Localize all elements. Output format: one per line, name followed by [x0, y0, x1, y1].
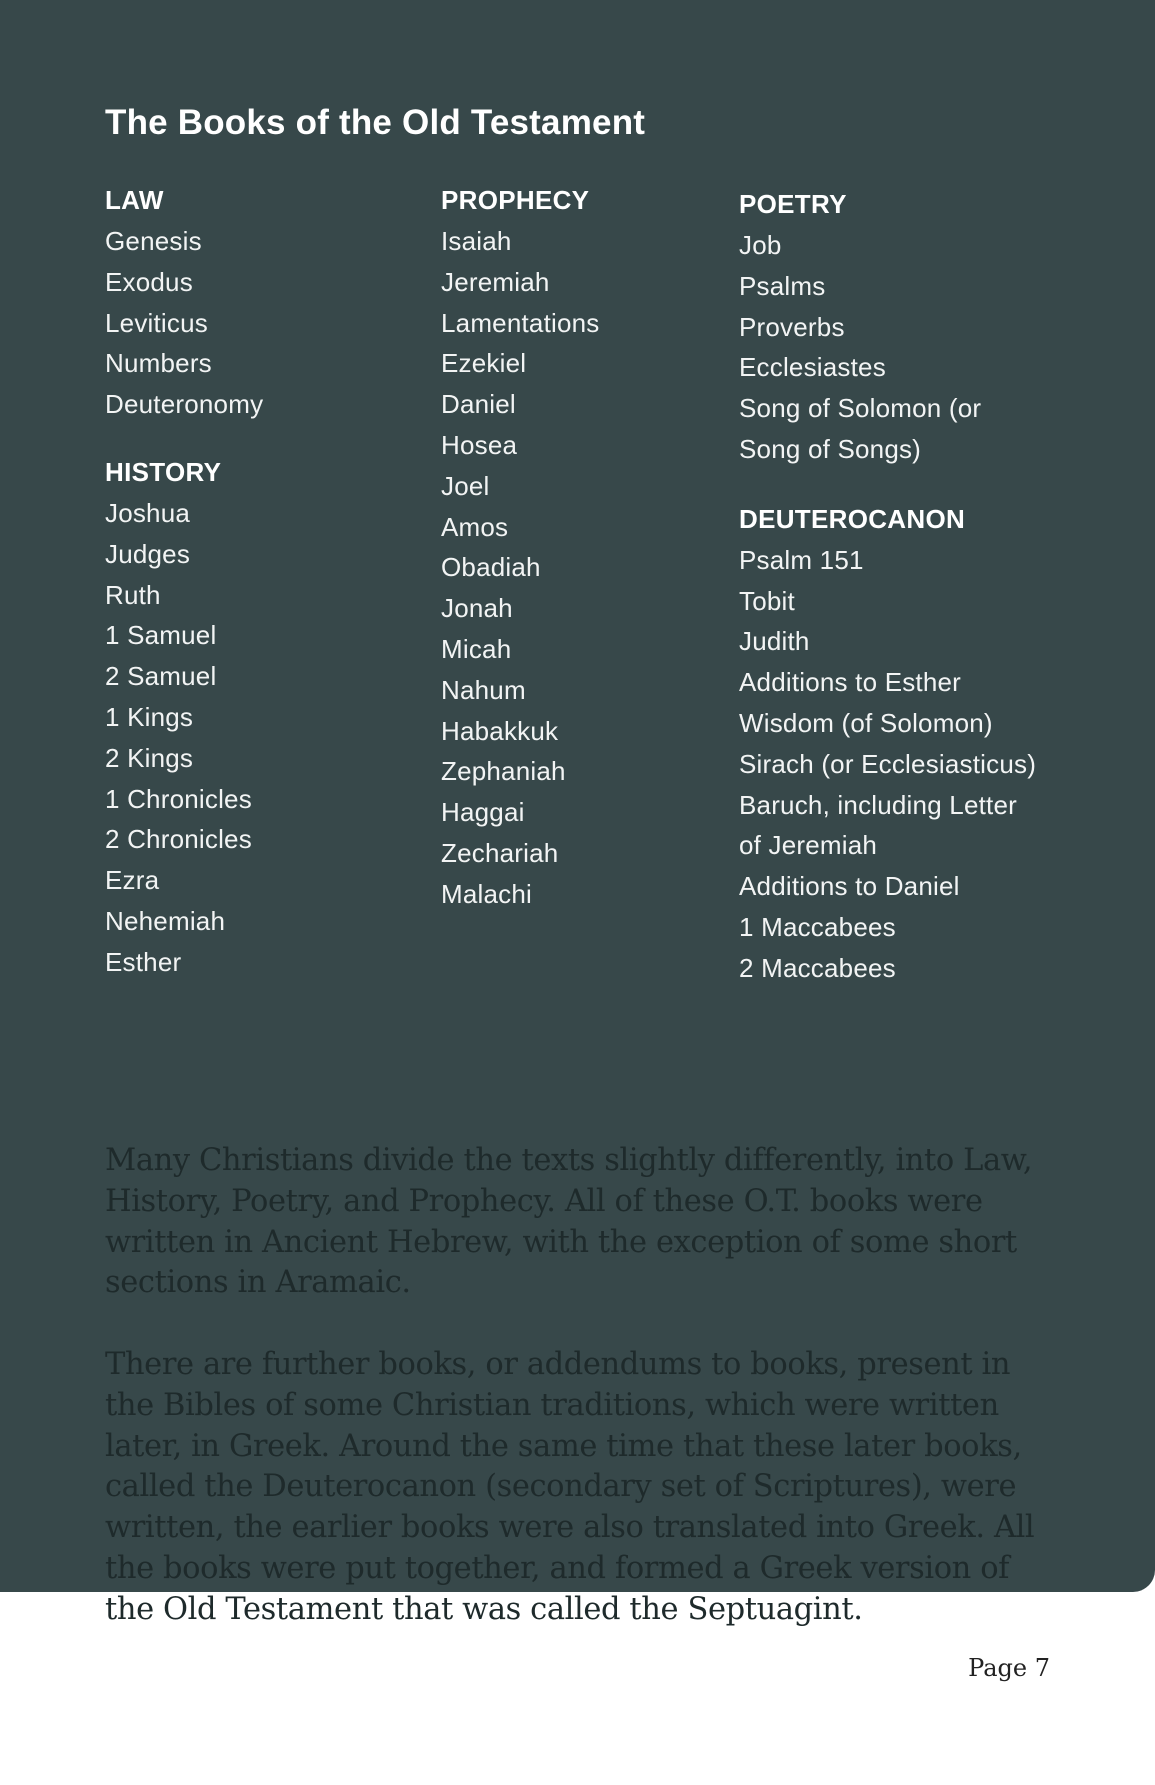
book-item: 2 Kings [105, 742, 194, 773]
section-history [105, 454, 425, 983]
book-item: Ruth [105, 579, 161, 610]
book-item: Exodus [105, 266, 193, 297]
book-item: Habakkuk [441, 715, 559, 746]
book-item: 1 Samuel [105, 620, 217, 651]
book-item: Tobit [739, 585, 795, 616]
body-paragraph-2: There are further books, or addendums to books, present in the Bibles of some Christian traditions, which were written later, in Greek. Around the same time that these later books, called the Deuterocanon (secondary set of Scriptures), were written, the earlier books were also translated into Greek. All the books were put together, and formed a Greek version of the Old Testament that was called the Septuagint. [105, 1347, 1035, 1627]
book-item: Judges [105, 538, 191, 569]
book-list-law [105, 221, 425, 425]
book-item: Additions to Daniel [739, 871, 960, 902]
book-item: Malachi [441, 878, 532, 909]
column-prophecy [441, 182, 721, 915]
book-item: Nehemiah [105, 905, 226, 936]
book-item: Lamentations [441, 307, 600, 338]
book-item: Isaiah [441, 226, 512, 256]
book-item: 1 Maccabees [739, 911, 896, 942]
book-item: Zephaniah [441, 756, 566, 787]
book-item: Song of Solomon (or [739, 393, 982, 424]
section-heading-deuterocanon: DEUTEROCANON [739, 503, 966, 534]
book-item: Amos [441, 511, 509, 542]
book-item: Additions to Esther [739, 667, 962, 698]
book-item: Daniel [441, 389, 516, 420]
book-item: Nahum [441, 674, 526, 705]
book-item: Jonah [441, 593, 513, 624]
book-item: Ezekiel [441, 348, 527, 379]
book-item: Joel [441, 470, 490, 501]
book-list-prophecy [441, 221, 721, 915]
book-item: of Jeremiah [739, 830, 878, 861]
column-poetry-deuterocanon [739, 186, 1079, 989]
book-item: Judith [739, 626, 810, 657]
book-item: 2 Samuel [105, 661, 217, 692]
book-item: Micah [441, 633, 512, 664]
section-heading-prophecy: PROPHECY [441, 185, 590, 215]
book-item: Psalms [739, 270, 826, 301]
book-list-poetry [739, 225, 1079, 470]
book-item: Proverbs [739, 311, 845, 342]
section-poetry [739, 186, 1079, 470]
book-item: Jeremiah [441, 266, 550, 297]
book-item: Leviticus [105, 307, 208, 338]
book-item: Song of Songs) [739, 433, 922, 464]
book-item: Psalm 151 [739, 544, 864, 575]
page-title: The Books of the Old Testament [105, 103, 646, 142]
book-item: Hosea [441, 429, 518, 460]
book-item: Deuteronomy [105, 389, 264, 420]
section-prophecy [441, 182, 721, 915]
book-item: 2 Chronicles [105, 824, 252, 855]
book-item: Baruch, including Letter [739, 789, 1017, 820]
book-item: 1 Kings [105, 701, 194, 732]
book-item: Sirach (or Ecclesiasticus) [739, 748, 1037, 779]
book-item: Genesis [105, 226, 202, 256]
section-heading-poetry: POETRY [739, 189, 847, 219]
column-law-history [105, 182, 425, 983]
section-heading-law: LAW [105, 185, 164, 215]
book-item: Zechariah [441, 837, 559, 868]
book-item: Esther [105, 946, 182, 977]
section-heading-history: HISTORY [105, 456, 222, 487]
book-item: Ezra [105, 865, 160, 896]
book-item: Haggai [441, 797, 525, 828]
book-item: Ecclesiastes [739, 352, 886, 383]
book-item: Wisdom (of Solomon) [739, 707, 993, 738]
book-item: 1 Chronicles [105, 783, 252, 814]
book-item: 2 Maccabees [739, 952, 896, 983]
section-deuterocanon [739, 501, 1079, 989]
book-list-deuterocanon [739, 540, 1079, 989]
book-item: Obadiah [441, 552, 541, 583]
book-item: Job [739, 230, 782, 260]
book-item: Joshua [105, 497, 191, 528]
body-paragraph-1: Many Christians divide the texts slightly differently, into Law, History, Poetry, and Prophecy. All of these O.T. books were written in Ancient Hebrew, with the exception of some short sections in Aramaic. [105, 1143, 1033, 1301]
section-law [105, 182, 425, 425]
page-number: Page 7 [968, 1654, 1050, 1682]
book-item: Numbers [105, 348, 212, 379]
book-list-history [105, 493, 425, 983]
